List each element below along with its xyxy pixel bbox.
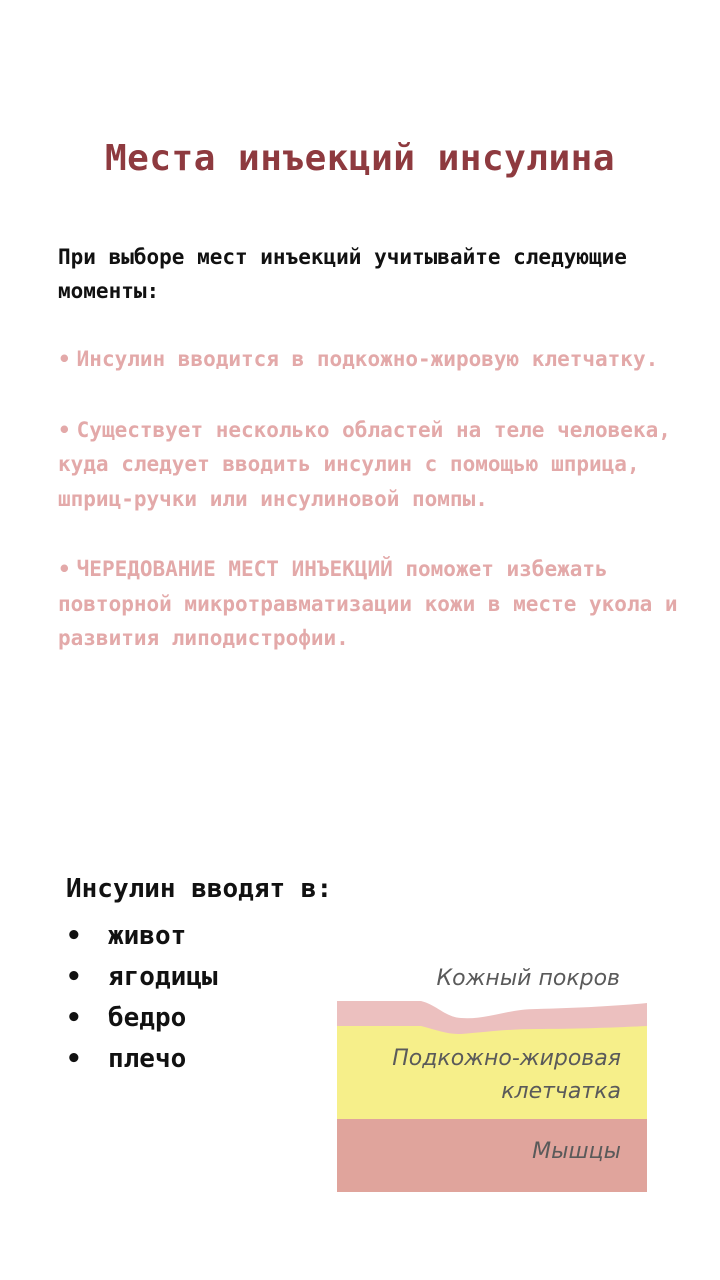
intro-text: При выборе мест инъекций учитывайте следующие моменты: bbox=[58, 245, 627, 303]
skin-label: Кожный покров bbox=[436, 966, 620, 991]
fat-label bbox=[392, 1042, 621, 1108]
site-label: плечо bbox=[108, 1044, 187, 1074]
page-title: Места инъекций инсулина bbox=[105, 138, 615, 179]
note-text: Инсулин вводится в подкожно-жировую клетчатку. bbox=[76, 347, 659, 371]
site-label: живот bbox=[108, 921, 187, 951]
note-item bbox=[58, 413, 678, 517]
injection-sites-title: Инсулин вводят в: bbox=[66, 874, 333, 904]
site-item-buttocks bbox=[66, 957, 218, 998]
site-item-abdomen bbox=[66, 916, 218, 957]
bullet-icon: • bbox=[66, 1003, 82, 1033]
muscle-label: Мышцы bbox=[532, 1139, 621, 1164]
bullet-icon: • bbox=[66, 962, 82, 992]
note-text: ЧЕРЕДОВАНИЕ МЕСТ ИНЪЕКЦИЙ поможет избежать повторной микротравматизации кожи в месте укола и развития липодистрофии. bbox=[58, 557, 678, 650]
site-label: бедро bbox=[108, 1003, 187, 1033]
site-item-shoulder bbox=[66, 1039, 218, 1080]
notes-list bbox=[58, 342, 678, 692]
note-text: Существует несколько областей на теле человека, куда следует вводить инсулин с помощью шприца, шприц-ручки или инсулиновой помпы. bbox=[58, 417, 671, 511]
fat-label-line: клетчатка bbox=[501, 1079, 621, 1104]
site-item-thigh bbox=[66, 998, 218, 1039]
bullet-icon: • bbox=[66, 921, 82, 951]
skin-layers-diagram bbox=[337, 962, 647, 1192]
site-label: ягодицы bbox=[108, 962, 218, 992]
bullet-icon: • bbox=[58, 417, 71, 442]
fat-label-line: Подкожно-жировая bbox=[392, 1046, 621, 1071]
bullet-icon: • bbox=[66, 1044, 82, 1074]
injection-sites-list bbox=[66, 916, 218, 1080]
note-item bbox=[58, 552, 678, 656]
note-item bbox=[58, 342, 678, 377]
bullet-icon: • bbox=[58, 557, 71, 581]
bullet-icon: • bbox=[58, 347, 71, 371]
